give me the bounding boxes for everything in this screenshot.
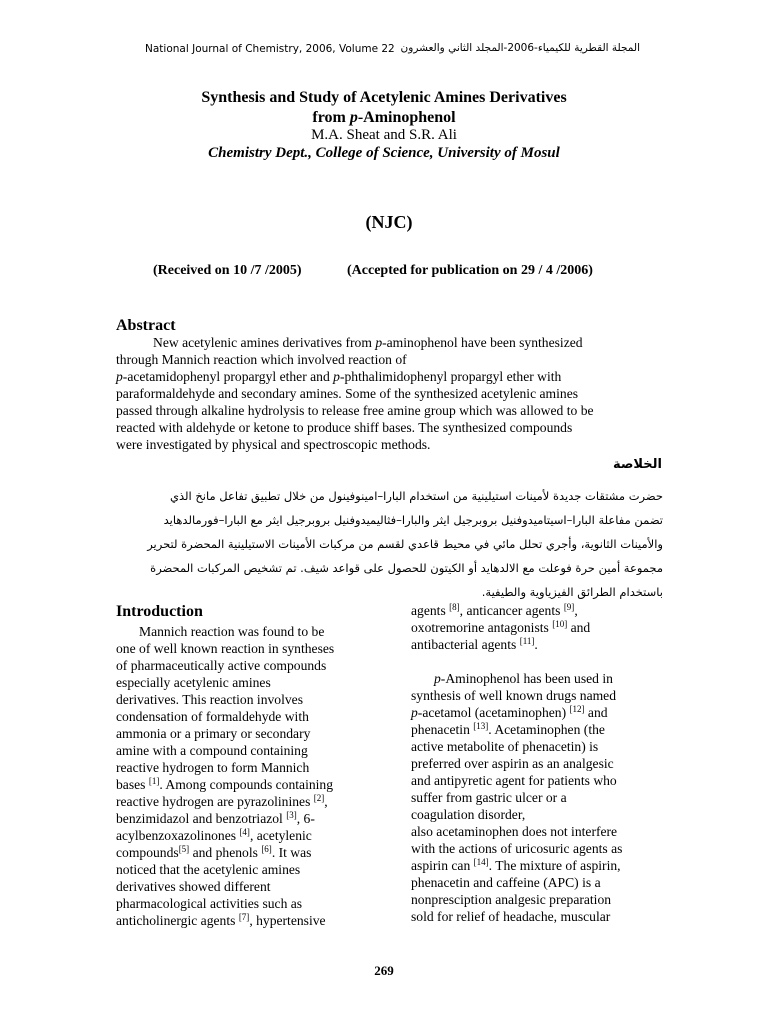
citation: [8] bbox=[449, 602, 460, 612]
citation: [12] bbox=[569, 704, 585, 714]
text-line: bases [1]. Among compounds containing bbox=[116, 776, 334, 792]
text-line: suffer from gastric ulcer or a bbox=[411, 790, 567, 805]
text-line: ammonia or a primary or secondary bbox=[116, 726, 311, 741]
text-line: preferred over aspirin as an analgesic bbox=[411, 756, 614, 771]
running-header-english: National Journal of Chemistry, 2006, Volume 22 bbox=[145, 43, 395, 55]
text-line: of pharmaceutically active compounds bbox=[116, 658, 327, 673]
abstract-body bbox=[116, 334, 661, 453]
citation: [11] bbox=[519, 636, 535, 646]
paper-title: Synthesis and Study of Acetylenic Amines Derivatives bbox=[201, 89, 567, 106]
abstract-line: passed through alkaline hydrolysis to release free amine group which was allowed to be bbox=[116, 403, 594, 418]
text-line: active metabolite of phenacetin) is bbox=[411, 739, 599, 754]
citation: [14] bbox=[473, 857, 489, 867]
accepted-date: (Accepted for publication on 29 / 4 /2006) bbox=[347, 263, 593, 278]
text-line: with the actions of uricosuric agents as bbox=[411, 841, 623, 856]
citation: [3] bbox=[286, 810, 297, 820]
abstract-line: paraformaldehyde and secondary amines. Some of the synthesized acetylenic amines bbox=[116, 386, 579, 401]
citation: [4] bbox=[239, 827, 250, 837]
text-line: reactive hydrogen are pyrazolinines [2], bbox=[116, 793, 328, 809]
arabic-abstract-heading: الخلاصة bbox=[612, 457, 662, 472]
running-header-arabic: المجلة القطرية للكيمياء-2006-المجلد الثاني والعشرون bbox=[400, 42, 640, 54]
journal-abbreviation: (NJC) bbox=[365, 212, 413, 232]
text-line: nonpresciption analgesic preparation bbox=[411, 892, 612, 907]
introduction-heading: Introduction bbox=[116, 603, 203, 620]
text-line: synthesis of well known drugs named bbox=[411, 688, 617, 703]
arabic-line: مجموعة أمين حرة فوعلت مع الالدهايد أو الكيتون للحصول على قواعد شيف. تم تشخيص المركبات المحضرة bbox=[150, 561, 663, 575]
text-line: p-acetamol (acetaminophen) [12] and bbox=[411, 704, 608, 720]
text-line: p-Aminophenol has been used in bbox=[434, 671, 613, 686]
affiliation: Chemistry Dept., College of Science, University of Mosul bbox=[208, 145, 560, 161]
authors: M.A. Sheat and S.R. Ali bbox=[311, 127, 457, 143]
arabic-line: والأمينات الثانوية، وأجري تحلل مائي في محيط قاعدي لقسم من مركبات الأمينات الاستيلينية المحضرة لتحرير bbox=[147, 537, 663, 551]
abstract-line: p-acetamidophenyl propargyl ether and p-phthalimidophenyl propargyl ether with bbox=[116, 369, 562, 384]
text-line: compounds[5] and phenols [6]. It was bbox=[116, 844, 312, 860]
arabic-line: حضرت مشتقات جديدة لأمينات استيلينية من استخدام البارا–امينوفينول من خلال تطبيق تفاعل مانخ الذي bbox=[169, 489, 663, 503]
text-line: amine with a compound containing bbox=[116, 743, 308, 758]
abstract-line: New acetylenic amines derivatives from p-aminophenol have been synthesized bbox=[153, 335, 583, 350]
text-line: Mannich reaction was found to be bbox=[139, 624, 325, 639]
citation: [6] bbox=[261, 844, 272, 854]
text-line: especially acetylenic amines bbox=[116, 675, 271, 690]
text-line: noticed that the acetylenic amines bbox=[116, 862, 301, 877]
text-line: benzimidazol and benzotriazol [3], 6- bbox=[116, 810, 315, 826]
arabic-line: تضمن مفاعلة البارا–اسيتاميدوفنيل بروبرجيل ايثر والبارا–فثاليميدوفنيل بروبرجيل ايثر مع البارا–فورمالدهايد bbox=[163, 513, 663, 527]
text-line: also acetaminophen does not interfere bbox=[411, 824, 618, 839]
text-line: and antipyretic agent for patients who bbox=[411, 773, 617, 788]
abstract-line: reacted with aldehyde or ketone to produce shiff bases. The synthesized compounds bbox=[116, 420, 573, 435]
text-line: one of well known reaction in syntheses bbox=[116, 641, 335, 656]
introduction-right-column bbox=[411, 602, 663, 925]
abstract-line: were investigated by physical and spectroscopic methods. bbox=[116, 437, 431, 452]
citation: [10] bbox=[552, 619, 568, 629]
text-line: oxotremorine antagonists [10] and bbox=[411, 619, 591, 635]
text-line: phenacetin [13]. Acetaminophen (the bbox=[411, 721, 605, 737]
page-number: 269 bbox=[374, 963, 394, 978]
arabic-abstract-body bbox=[118, 484, 663, 604]
citation: [9] bbox=[563, 602, 575, 612]
text-line: antibacterial agents [11]. bbox=[411, 636, 538, 652]
introduction-left-column bbox=[116, 623, 368, 929]
text-line: sold for relief of headache, muscular bbox=[411, 909, 611, 924]
text-line: coagulation disorder, bbox=[411, 807, 526, 822]
citation: [13] bbox=[473, 721, 489, 731]
citation: [2] bbox=[313, 793, 325, 803]
arabic-line: باستخدام الطرائق الفيزياوية والطيفية. bbox=[481, 585, 663, 599]
citation: [7] bbox=[238, 912, 250, 922]
citation: [5] bbox=[178, 844, 190, 854]
text-line: condensation of formaldehyde with bbox=[116, 709, 309, 724]
text-line: acylbenzoxazolinones [4], acetylenic bbox=[116, 827, 312, 843]
received-date: (Received on 10 /7 /2005) bbox=[153, 263, 302, 278]
citation: [1] bbox=[148, 776, 160, 786]
text-line: agents [8], anticancer agents [9], bbox=[411, 602, 578, 618]
text-line: phenacetin and caffeine (APC) is a bbox=[411, 875, 601, 890]
text-line: aspirin can [14]. The mixture of aspirin, bbox=[411, 857, 621, 873]
paper-title-line2: from p-Aminophenol bbox=[312, 109, 456, 126]
abstract-line: through Mannich reaction which involved reaction of bbox=[116, 352, 407, 367]
text-line: derivatives showed different bbox=[116, 879, 271, 894]
text-line: anticholinergic agents [7], hypertensive bbox=[116, 912, 326, 928]
paragraph-gap bbox=[411, 653, 663, 670]
text-line: pharmacological activities such as bbox=[116, 896, 303, 911]
abstract-heading: Abstract bbox=[116, 317, 176, 334]
text-line: reactive hydrogen to form Mannich bbox=[116, 760, 310, 775]
text-line: derivatives. This reaction involves bbox=[116, 692, 303, 707]
